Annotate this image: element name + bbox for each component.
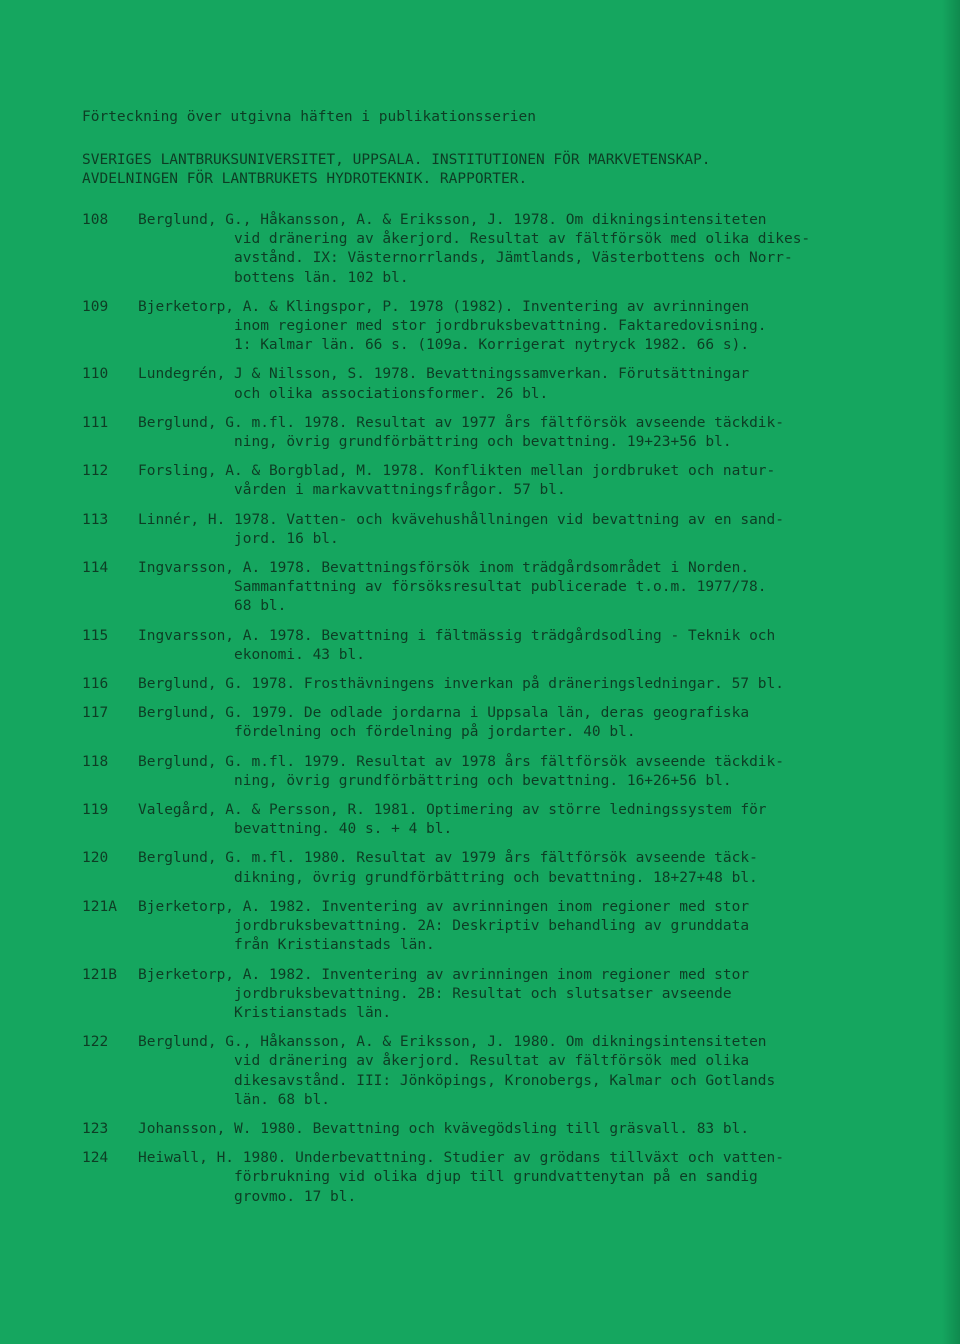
publication-entry — [82, 414, 942, 452]
entry-number: 117 — [82, 705, 109, 722]
entry-line: jord. 16 bl. — [234, 530, 339, 547]
entry-line: avstånd. IX: Västernorrlands, Jämtlands, Västerbottens och Norr- — [234, 250, 793, 267]
entry-number: 108 — [82, 212, 109, 228]
entry-text — [138, 559, 942, 617]
entry-number: 123 — [82, 1120, 109, 1137]
series-header — [82, 151, 942, 189]
publication-entry — [82, 849, 942, 887]
entry-number: 120 — [82, 850, 109, 867]
entry-text — [138, 365, 942, 403]
entry-line: Berglund, G. m.fl. 1979. Resultat av 1978 års fältförsök avseende täckdik- — [138, 753, 785, 770]
entry-line: Berglund, G. m.fl. 1978. Resultat av 1977 års fältförsök avseende täckdik- — [138, 414, 785, 431]
entry-text — [138, 298, 942, 356]
publication-entry — [82, 298, 942, 356]
entry-line: jordbruksbevattning. 2A: Deskriptiv behandling av grunddata — [234, 918, 750, 935]
entry-text — [138, 704, 942, 742]
page-edge-shadow — [942, 0, 960, 1344]
entry-line: vid dränering av åkerjord. Resultat av fältförsök med olika — [234, 1053, 750, 1070]
publication-entry — [82, 365, 942, 403]
entry-line: vården i markavvattningsfrågor. 57 bl. — [234, 482, 566, 499]
publication-entry — [82, 801, 942, 839]
entry-line: dikesavstånd. III: Jönköpings, Kronobergs, Kalmar och Gotlands — [234, 1072, 776, 1089]
publication-entry — [82, 1120, 942, 1139]
entry-line: 68 bl. — [234, 598, 287, 615]
entry-line: ekonomi. 43 bl. — [234, 646, 365, 663]
entry-line: bottens län. 102 bl. — [234, 269, 409, 286]
publication-entry — [82, 559, 942, 617]
publication-entry — [82, 1149, 942, 1207]
entry-number: 115 — [82, 627, 109, 644]
entry-line: Linnér, H. 1978. Vatten- och kvävehushållningen vid bevattning av en sand- — [138, 511, 785, 528]
entry-line: vid dränering av åkerjord. Resultat av fältförsök med olika dikes- — [234, 231, 811, 248]
header-line: AVDELNINGEN FÖR LANTBRUKETS HYDROTEKNIK. RAPPORTER. — [82, 171, 528, 187]
entry-line: jordbruksbevattning. 2B: Resultat och slutsatser avseende — [234, 985, 732, 1002]
header-line: SVERIGES LANTBRUKSUNIVERSITET, UPPSALA. INSTITUTIONEN FÖR MARKVETENSKAP. — [82, 152, 711, 168]
entry-line: grovmo. 17 bl. — [234, 1188, 357, 1205]
publication-entry — [82, 1033, 942, 1110]
entry-number: 110 — [82, 366, 109, 383]
publication-entry — [82, 627, 942, 665]
entry-text — [138, 511, 942, 549]
entry-line: och olika associationsformer. 26 bl. — [234, 385, 549, 402]
entry-line: Lundegrén, J & Nilsson, S. 1978. Bevattningssamverkan. Förutsättningar — [138, 366, 750, 383]
publication-entry — [82, 675, 942, 694]
entry-number: 116 — [82, 676, 109, 693]
entry-number: 122 — [82, 1034, 109, 1051]
publication-entry — [82, 966, 942, 1024]
entry-text — [138, 966, 942, 1024]
entry-text — [138, 1149, 942, 1207]
entry-line: bevattning. 40 s. + 4 bl. — [234, 821, 453, 838]
entry-text — [138, 211, 942, 288]
entry-line: fördelning och fördelning på jordarter. 40 bl. — [234, 724, 636, 741]
entry-line: Berglund, G. m.fl. 1980. Resultat av 1979 års fältförsök avseende täck- — [138, 850, 758, 867]
entry-number: 124 — [82, 1150, 109, 1167]
entry-number: 111 — [82, 414, 109, 431]
entry-number: 121B — [82, 966, 117, 983]
entry-number: 119 — [82, 802, 109, 819]
entry-line: Kristianstads län. — [234, 1004, 392, 1021]
publication-entry — [82, 211, 942, 288]
entry-line: Johansson, W. 1980. Bevattning och kvävegödsling till gräsvall. 83 bl. — [138, 1120, 750, 1137]
entry-line: Valegård, A. & Persson, R. 1981. Optimering av större ledningssystem för — [138, 802, 767, 819]
entry-line: ning, övrig grundförbättring och bevattning. 19+23+56 bl. — [234, 434, 732, 451]
entry-line: Berglund, G., Håkansson, A. & Eriksson, J. 1978. Om dikningsintensiteten — [138, 212, 767, 228]
entry-text — [138, 849, 942, 887]
document — [82, 108, 942, 1217]
entry-line: 1: Kalmar län. 66 s. (109a. Korrigerat nytryck 1982. 66 s). — [234, 337, 750, 354]
entry-line: dikning, övrig grundförbättring och bevattning. 18+27+48 bl. — [234, 869, 758, 886]
entry-text — [138, 1033, 942, 1110]
publication-entry — [82, 898, 942, 956]
publication-entry — [82, 753, 942, 791]
publication-entry — [82, 511, 942, 549]
entry-line: inom regioner med stor jordbruksbevattning. Faktaredovisning. — [234, 318, 767, 335]
entry-line: förbrukning vid olika djup till grundvattenytan på en sandig — [234, 1169, 758, 1186]
entry-line: Berglund, G. 1979. De odlade jordarna i Uppsala län, deras geografiska — [138, 705, 750, 722]
entry-number: 112 — [82, 463, 109, 480]
entry-number: 114 — [82, 560, 109, 577]
entry-number: 121A — [82, 898, 117, 915]
entry-number: 113 — [82, 511, 109, 528]
publication-list — [82, 211, 942, 1207]
entry-line: Ingvarsson, A. 1978. Bevattningsförsök inom trädgårdsområdet i Norden. — [138, 560, 750, 577]
entry-line: Heiwall, H. 1980. Underbevattning. Studier av grödans tillväxt och vatten- — [138, 1150, 785, 1167]
entry-text — [138, 753, 942, 791]
entry-line: från Kristianstads län. — [234, 937, 435, 954]
entry-text — [138, 462, 942, 500]
entry-text — [138, 414, 942, 452]
entry-line: ning, övrig grundförbättring och bevattning. 16+26+56 bl. — [234, 772, 732, 789]
entry-line: Berglund, G., Håkansson, A. & Eriksson, J. 1980. Om dikningsintensiteten — [138, 1034, 767, 1051]
entry-line: Sammanfattning av försöksresultat publicerade t.o.m. 1977/78. — [234, 579, 767, 596]
entry-text — [138, 898, 942, 956]
entry-line: län. 68 bl. — [234, 1091, 331, 1108]
entry-text — [138, 675, 942, 694]
entry-line: Forsling, A. & Borgblad, M. 1978. Konflikten mellan jordbruket och natur- — [138, 463, 776, 480]
publication-entry — [82, 704, 942, 742]
entry-line: Bjerketorp, A. 1982. Inventering av avrinningen inom regioner med stor — [138, 898, 750, 915]
publication-entry — [82, 462, 942, 500]
entry-line: Berglund, G. 1978. Frosthävningens inverkan på dräneringsledningar. 57 bl. — [138, 676, 785, 693]
entry-text — [138, 627, 942, 665]
entry-number: 109 — [82, 298, 109, 315]
entry-text — [138, 801, 942, 839]
entry-number: 118 — [82, 753, 109, 770]
entry-line: Ingvarsson, A. 1978. Bevattning i fältmässig trädgårdsodling - Teknik och — [138, 627, 776, 644]
entry-line: Bjerketorp, A. 1982. Inventering av avrinningen inom regioner med stor — [138, 966, 750, 983]
entry-text — [138, 1120, 942, 1139]
page-title: Förteckning över utgivna häften i publikationsserien — [82, 109, 536, 125]
entry-line: Bjerketorp, A. & Klingspor, P. 1978 (1982). Inventering av avrinningen — [138, 298, 750, 315]
